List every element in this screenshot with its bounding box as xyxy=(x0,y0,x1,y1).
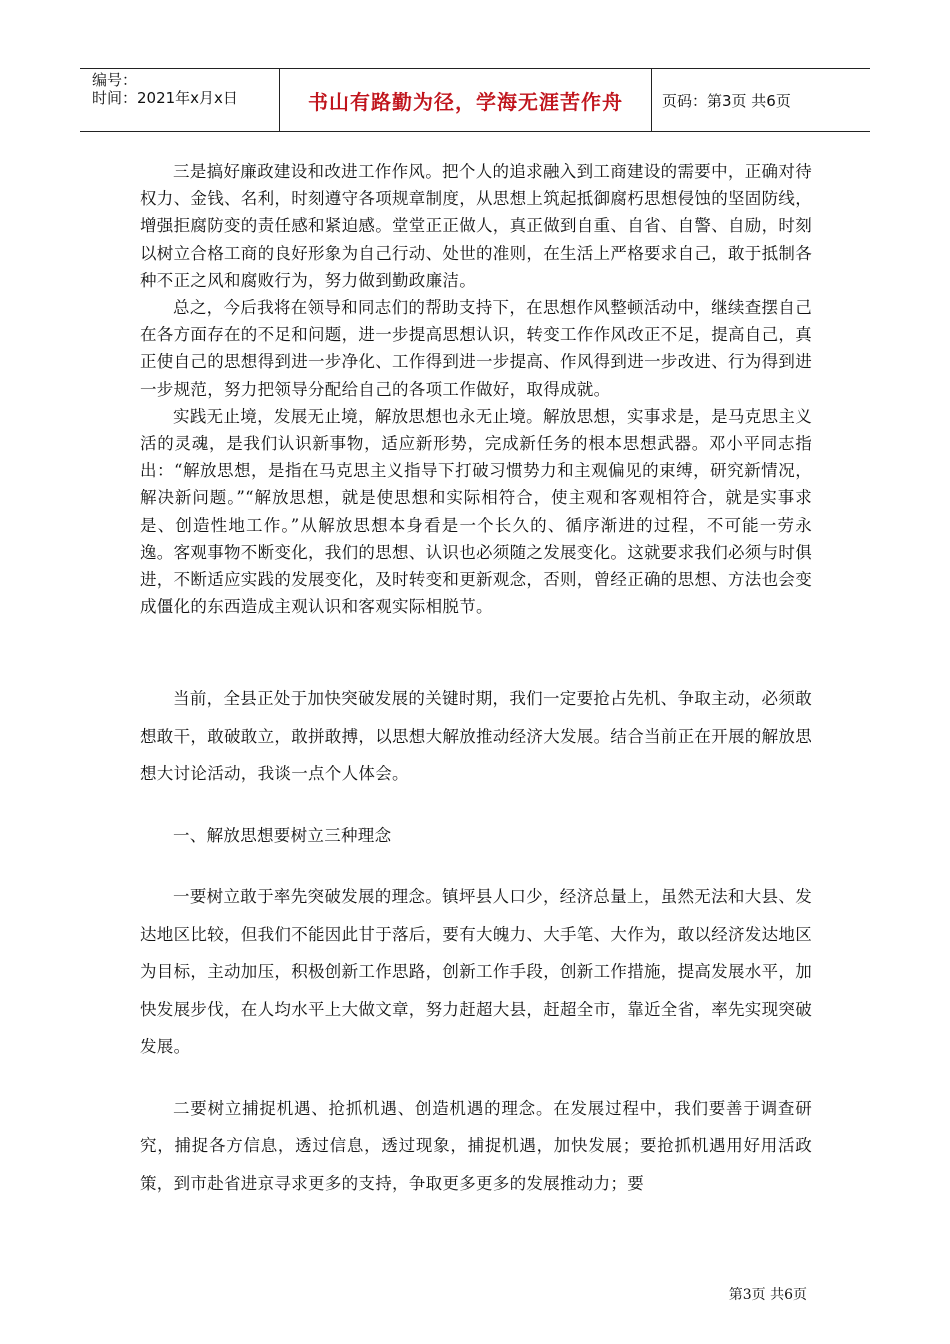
page-footer: 第3页 共6页 xyxy=(728,1287,807,1303)
paragraph: 二要树立捕捉机遇、抢抓机遇、创造机遇的理念。在发展过程中，我们要善于调查研究，捕捉各方信息，透过信息，透过现象，捕捉机遇，加快发展；要抢抓机遇用好用活政策，到市赴省进京寻求更多的支持，争取更多更多的发展推动力；要 xyxy=(140,1098,812,1193)
paragraph: 实践无止境，发展无止境，解放思想也永无止境。解放思想，实事求是，是马克思主义活的灵魂，是我们认识新事物，适应新形势，完成新任务的根本思想武器。邓小平同志指出：“解放思想，是指在马克思主义指导下打破习惯势力和主观偏见的束缚，研究新情况，解决新问题。”“解放思想，就是使思想和实际相符合，使主观和客观相符合，就是实事求是、创造性地工作。”从解放思想本身看是一个长久的、循序渐进的过程，不可能一劳永逸。客观事物不断变化，我们的思想、认识也必须随之发展变化。这就要求我们必须与时俱进，不断适应实践的发展变化，及时转变和更新观念，否则，曾经正确的思想、方法也会变成僵化的东西造成主观认识和客观实际相脱节。 xyxy=(140,406,812,617)
section-heading: 一、解放思想要树立三种理念 xyxy=(173,825,392,845)
date-label: 时间：2021年x月x日 xyxy=(92,89,238,107)
paragraph: 总之，今后我将在领导和同志们的帮助支持下，在思想作风整顿活动中，继续查摆自己在各方面存在的不足和问题，进一步提高思想认识，转变工作作风改正不足，提高自己，真正使自己的思想得到进一步净化、工作得到进一步提高、作风得到进一步改进、行为得到进一步规范，努力把领导分配给自己的各项工作做好，取得成就。 xyxy=(140,298,812,399)
paragraph: 当前，全县正处于加快突破发展的关键时期，我们一定要抢占先机、争取主动，必须敢想敢干，敢破敢立，敢拼敢搏，以思想大解放推动经济大发展。结合当前正在开展的解放思想大讨论活动，我谈一点个人体会。 xyxy=(140,689,812,783)
page-header xyxy=(80,68,870,132)
header-motto: 书山有路勤为径，学海无涯苦作舟 xyxy=(280,69,652,131)
body-section-a xyxy=(140,158,812,620)
header-meta xyxy=(80,69,280,131)
paragraph: 一要树立敢于率先突破发展的理念。镇坪县人口少，经济总量上，虽然无法和大县、发达地区比较，但我们不能因此甘于落后，要有大魄力、大手笔、大作为，敢以经济发达地区为目标，主动加压，积极创新工作思路，创新工作手段，创新工作措施，提高发展水平，加快发展步伐，在人均水平上大做文章，努力赶超大县，赶超全市，靠近全省，率先实现突破发展。 xyxy=(140,887,812,1056)
paragraph: 三是搞好廉政建设和改进工作作风。把个人的追求融入到工商建设的需要中，正确对待权力、金钱、名利，时刻遵守各项规章制度，从思想上筑起抵御腐朽思想侵蚀的坚固防线，增强拒腐防变的责任感和紧迫感。堂堂正正做人，真正做到自重、自省、自警、自励，时刻以树立合格工商的良好形象为自己行动、处世的准则，在生活上严格要求自己，敢于抵制各种不正之风和腐败行为，努力做到勤政廉洁。 xyxy=(140,162,812,290)
header-page-number: 页码：第3页 共6页 xyxy=(662,91,791,110)
serial-number-label: 编号： xyxy=(92,71,138,89)
body-section-b xyxy=(140,680,812,1202)
